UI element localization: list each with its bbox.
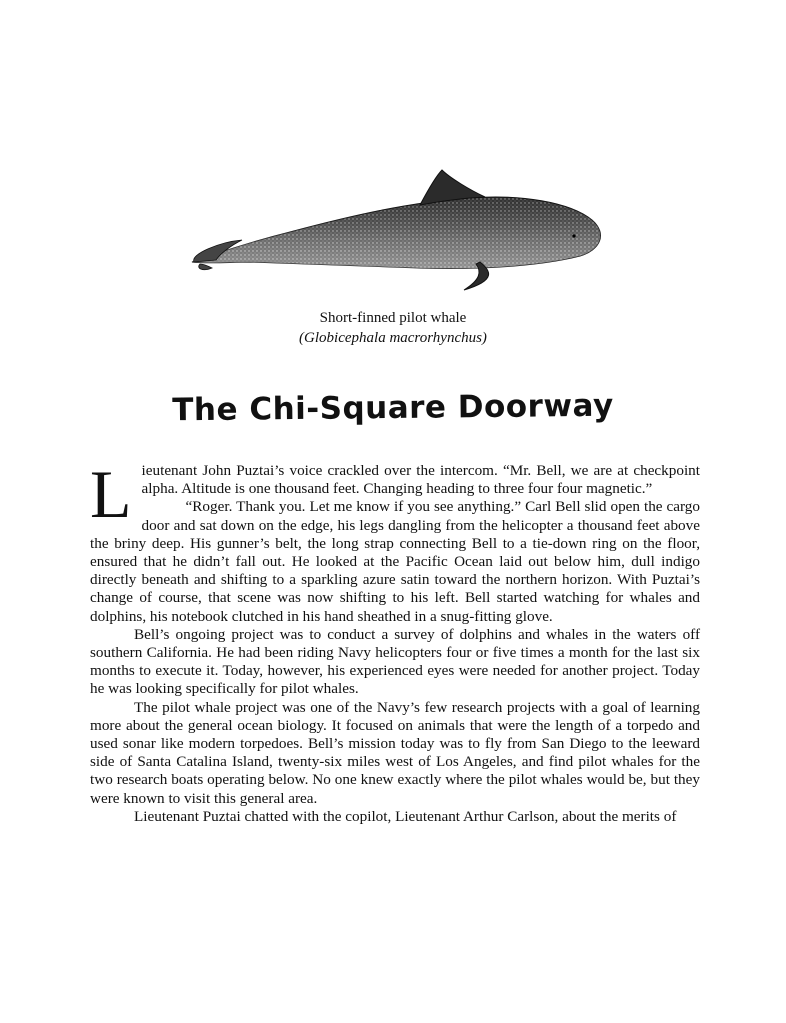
paragraph-1-text: ieutenant John Puztai’s voice crackled over the intercom. “Mr. Bell, we are at checkpoint alpha. Altitude is one thousand feet. Changing heading to three four four magnetic.” (141, 462, 700, 498)
paragraph-2: “Roger. Thank you. Let me know if you see anything.” Carl Bell slid open the cargo door and sat down on the edge, his legs dangling from the helicopter a thousand feet above the briny deep. His gunner’s belt, the long strap connecting Bell to a tie-down ring on the floor, ensured that he didn’t fall out. He looked at the Pacific Ocean laid out below him, dull indigo directly beneath and shifting to a sparkling azure satin toward the northern horizon. With Puztai’s change of course, that scene was now shifting to his left. Bell started watching for whales and dolphins, his notebook clutched in his hand sheathed in a snug-fitting glove. (90, 498, 700, 625)
paragraph-1 (90, 456, 700, 532)
illustration-caption (0, 308, 786, 348)
whale-illustration (180, 150, 620, 300)
chapter-body (90, 456, 700, 826)
pilot-whale-drawing (180, 150, 620, 300)
paragraph-5: Lieutenant Puztai chatted with the copilot, Lieutenant Arthur Carlson, about the merits of (134, 807, 677, 825)
paragraph-3: Bell’s ongoing project was to conduct a survey of dolphins and whales in the waters off southern California. He had been riding Navy helicopters four or five times a month for the last six months to execute it. Today, however, his experienced eyes were needed for another project. Today he was looking specifically for pilot whales. (90, 625, 700, 698)
caption-scientific-name: (Globicephala macrorhynchus) (299, 330, 487, 346)
chapter-title: The Chi-Square Doorway (172, 387, 614, 429)
caption-common-name: Short-finned pilot whale (319, 310, 467, 326)
drop-cap-letter: L (90, 456, 132, 532)
paragraph-4: The pilot whale project was one of the Navy’s few research projects with a goal of learning more about the general ocean biology. It focused on animals that were the length of a torpedo and used sonar like modern torpedoes. Bell’s mission today was to fly from San Diego to the leeward side of Santa Catalina Island, twenty-six miles west of Los Angeles, and find pilot whales for the two research boats operating below. No one knew exactly where the pilot whales would be, but they were known to visit this general area. (90, 698, 700, 807)
